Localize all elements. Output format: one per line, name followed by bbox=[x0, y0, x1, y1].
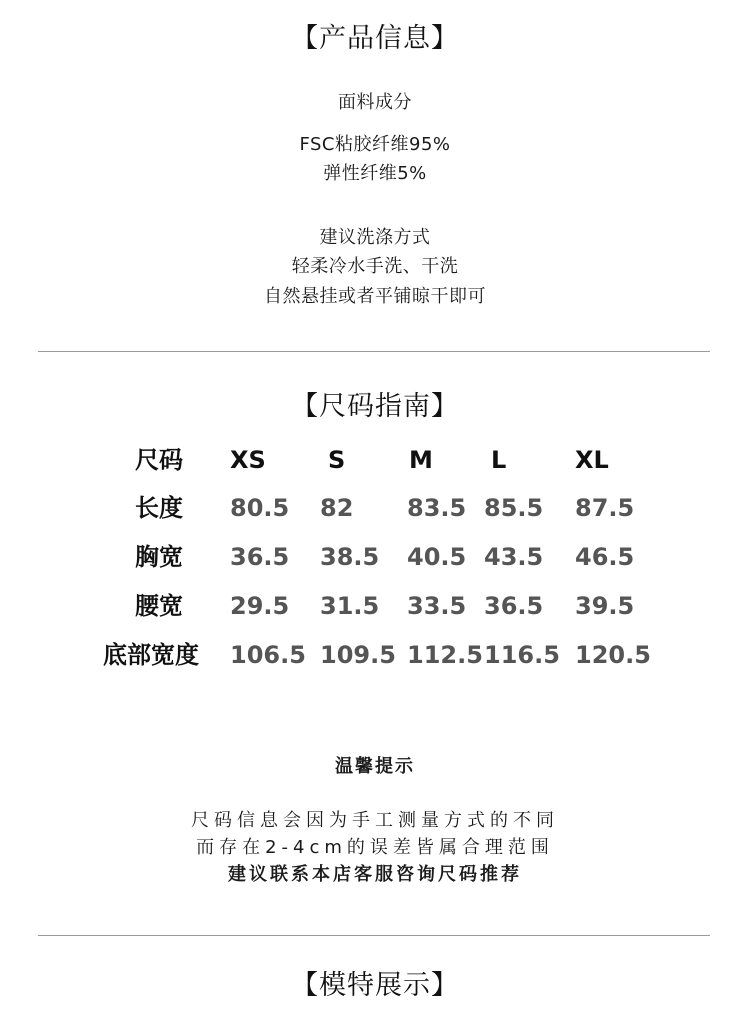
row-label-waist: 腰宽 bbox=[135, 592, 183, 620]
product-info-title: 【产品信息】 bbox=[291, 23, 459, 54]
size-header-xl: XL bbox=[575, 446, 609, 474]
table-cell: 29.5 bbox=[230, 592, 290, 620]
table-cell: 31.5 bbox=[320, 592, 380, 620]
table-cell: 85.5 bbox=[484, 494, 544, 522]
table-cell: 39.5 bbox=[575, 592, 635, 620]
row-label-hem: 底部宽度 bbox=[103, 641, 199, 669]
wash-label: 建议洗涤方式 bbox=[319, 227, 431, 248]
fabric-label: 面料成分 bbox=[338, 92, 412, 113]
table-cell: 112.5 bbox=[407, 641, 483, 669]
table-cell: 46.5 bbox=[575, 543, 635, 571]
table-row bbox=[0, 586, 750, 626]
size-chart-title: 【尺码指南】 bbox=[291, 391, 459, 422]
table-row bbox=[0, 488, 750, 528]
table-cell: 83.5 bbox=[407, 494, 467, 522]
size-header-m: M bbox=[409, 446, 433, 474]
size-header-row bbox=[0, 440, 750, 480]
tips-line-2: 而存在2-4cm的误差皆属合理范围 bbox=[196, 837, 554, 858]
table-cell: 43.5 bbox=[484, 543, 544, 571]
size-header-xs: XS bbox=[230, 446, 266, 474]
table-cell: 33.5 bbox=[407, 592, 467, 620]
model-title: 【模特展示】 bbox=[291, 970, 459, 1001]
table-cell: 116.5 bbox=[484, 641, 560, 669]
table-cell: 120.5 bbox=[575, 641, 651, 669]
row-label-chest: 胸宽 bbox=[135, 543, 183, 571]
fabric-line-1: FSC粘胶纤维95% bbox=[299, 134, 451, 155]
size-header-s: S bbox=[328, 446, 346, 474]
wash-line-2: 自然悬挂或者平铺晾干即可 bbox=[264, 286, 486, 307]
table-row bbox=[0, 537, 750, 577]
fabric-line-2: 弹性纤维5% bbox=[323, 163, 427, 184]
tips-bold-line: 建议联系本店客服咨询尺码推荐 bbox=[228, 864, 522, 885]
table-cell: 36.5 bbox=[230, 543, 290, 571]
table-cell: 109.5 bbox=[320, 641, 396, 669]
divider bbox=[38, 351, 710, 352]
size-header-label: 尺码 bbox=[135, 446, 183, 474]
table-cell: 38.5 bbox=[320, 543, 380, 571]
tips-line-1: 尺码信息会因为手工测量方式的不同 bbox=[191, 810, 559, 831]
wash-line-1: 轻柔冷水手洗、干洗 bbox=[291, 256, 459, 277]
table-cell: 87.5 bbox=[575, 494, 635, 522]
table-cell: 80.5 bbox=[230, 494, 290, 522]
table-cell: 40.5 bbox=[407, 543, 467, 571]
table-cell: 36.5 bbox=[484, 592, 544, 620]
tips-title: 温馨提示 bbox=[335, 756, 415, 777]
divider bbox=[38, 935, 710, 936]
table-row bbox=[0, 635, 750, 675]
row-label-length: 长度 bbox=[135, 494, 183, 522]
size-header-l: L bbox=[491, 446, 507, 474]
table-cell: 82 bbox=[320, 494, 354, 522]
table-cell: 106.5 bbox=[230, 641, 306, 669]
